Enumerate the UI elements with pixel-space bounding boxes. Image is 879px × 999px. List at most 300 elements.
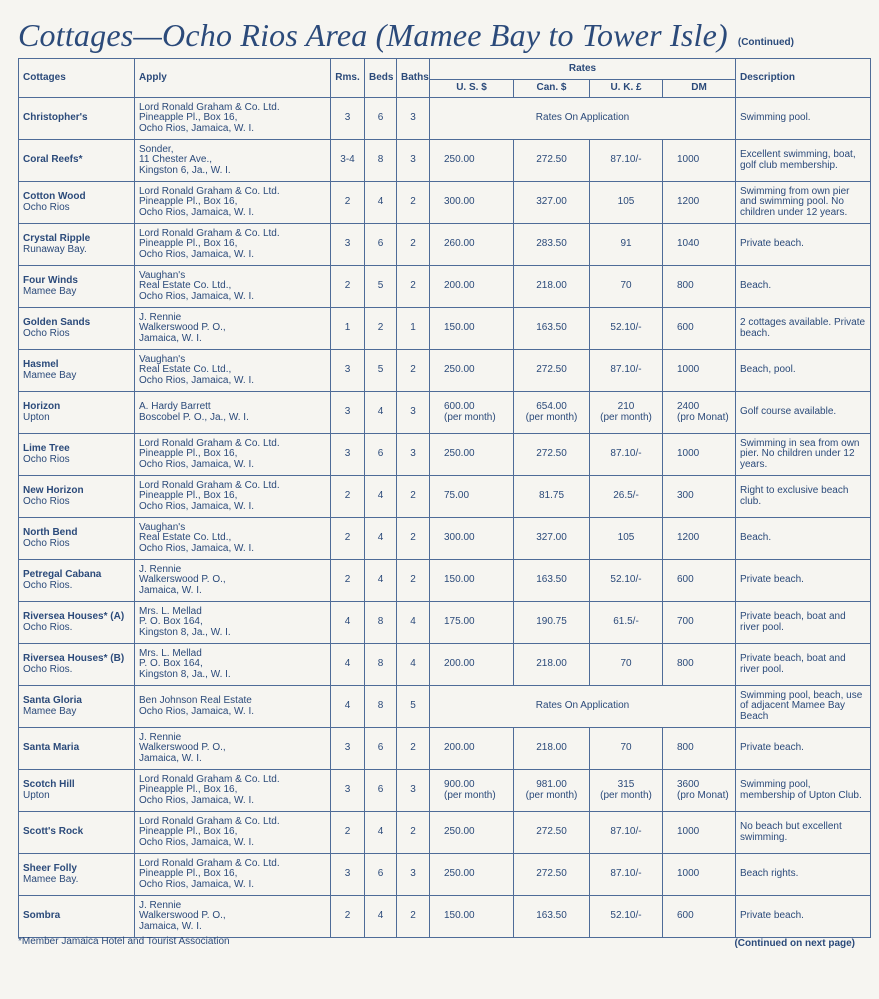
cottage-name: Coral Reefs*	[23, 154, 83, 166]
rate-dm-cell	[663, 770, 736, 812]
baths-cell: 5	[397, 686, 430, 728]
cottage-name: Scott's Rock	[23, 826, 84, 838]
cottage-name-cell	[19, 686, 135, 728]
description-cell: Beach rights.	[736, 854, 871, 896]
rate-dm: 600	[677, 322, 694, 334]
description-cell: Beach.	[736, 266, 871, 308]
rate-gbp-cell	[590, 392, 663, 434]
rate-gbp: 87.10/-	[610, 826, 642, 838]
apply-cell	[135, 602, 331, 644]
cottage-name-cell	[19, 812, 135, 854]
header-beds: Beds	[365, 59, 397, 98]
rate-gbp: 52.10/-	[610, 910, 642, 922]
rate-usd-cell	[430, 224, 514, 266]
header-cottages: Cottages	[19, 59, 135, 98]
cottage-location: Upton	[23, 789, 50, 801]
rate-usd: 300.00	[444, 532, 475, 544]
baths-cell: 3	[397, 434, 430, 476]
cottage-name: Sombra	[23, 910, 61, 922]
cottage-name: Riversea Houses* (A)	[23, 610, 125, 622]
beds-cell: 6	[365, 224, 397, 266]
rate-dm-cell	[663, 434, 736, 476]
rate-dm-cell	[663, 476, 736, 518]
rate-gbp: 70	[620, 658, 632, 670]
rate-dm: 1000	[677, 154, 700, 166]
rate-usd-cell	[430, 518, 514, 560]
rate-usd: 150.00	[444, 910, 475, 922]
rate-dm: 1200	[677, 196, 700, 208]
rate-cad-cell	[514, 728, 590, 770]
header-rms: Rms.	[331, 59, 365, 98]
page-title: Cottages—Ocho Rios Area (Mamee Bay to Tower Isle)	[18, 17, 728, 53]
rate-dm-cell	[663, 266, 736, 308]
rate-usd-period: (per month)	[444, 411, 496, 423]
rate-usd-cell	[430, 896, 514, 938]
apply-line: Lord Ronald Graham & Co. Ltd.	[139, 857, 280, 869]
header-usd: U. S. $	[430, 80, 514, 98]
apply-line: Pineapple Pl., Box 16,	[139, 490, 238, 502]
rooms-cell: 3	[331, 392, 365, 434]
rate-dm-cell	[663, 896, 736, 938]
baths-cell: 2	[397, 518, 430, 560]
rate-usd: 250.00	[444, 448, 475, 460]
rate-usd-cell	[430, 476, 514, 518]
rate-cad: 272.50	[536, 154, 567, 166]
cottage-name: North Bend	[23, 526, 78, 538]
rate-cad: 327.00	[536, 532, 567, 544]
rate-dm: 2400	[677, 400, 700, 412]
apply-line: J. Rennie	[139, 311, 182, 323]
apply-cell	[135, 896, 331, 938]
description-cell: 2 cottages available. Private beach.	[736, 308, 871, 350]
rate-usd: 600.00	[444, 400, 475, 412]
rate-gbp: 70	[620, 742, 632, 754]
header-rates: Rates	[430, 59, 736, 80]
rate-usd-cell	[430, 854, 514, 896]
continued-on-next-page: (Continued on next page)	[734, 938, 855, 949]
description-cell: Swimming from own pier and swimming pool. No children under 12 years.	[736, 182, 871, 224]
rate-cad: 327.00	[536, 196, 567, 208]
beds-cell: 8	[365, 644, 397, 686]
beds-cell: 6	[365, 98, 397, 140]
apply-line: Ocho Rios, Jamaica, W. I.	[139, 542, 255, 554]
rate-cad-cell	[514, 602, 590, 644]
rate-cad: 190.75	[536, 616, 567, 628]
description-cell: Private beach, boat and river pool.	[736, 644, 871, 686]
apply-cell	[135, 560, 331, 602]
baths-cell: 3	[397, 770, 430, 812]
baths-cell: 3	[397, 854, 430, 896]
apply-line: Walkerswood P. O.,	[139, 742, 226, 754]
rate-cad: 272.50	[536, 868, 567, 880]
table-row	[19, 476, 871, 518]
rate-cad-cell	[514, 266, 590, 308]
rooms-cell: 1	[331, 308, 365, 350]
apply-line: J. Rennie	[139, 899, 182, 911]
apply-line: Ocho Rios, Jamaica, W. I.	[139, 374, 255, 386]
table-row	[19, 644, 871, 686]
table-row	[19, 98, 871, 140]
rate-gbp: 315	[617, 778, 635, 790]
baths-cell: 2	[397, 896, 430, 938]
rate-cad: 81.75	[538, 490, 565, 502]
apply-cell	[135, 476, 331, 518]
apply-line: Lord Ronald Graham & Co. Ltd.	[139, 227, 280, 239]
rate-dm: 1000	[677, 826, 700, 838]
apply-line: Ocho Rios, Jamaica, W. I.	[139, 878, 255, 890]
table-row	[19, 308, 871, 350]
table-row	[19, 434, 871, 476]
rate-dm: 800	[677, 658, 694, 670]
rate-cad-cell	[514, 224, 590, 266]
apply-cell	[135, 518, 331, 560]
rate-cad-cell	[514, 854, 590, 896]
baths-cell: 3	[397, 98, 430, 140]
apply-line: J. Rennie	[139, 731, 182, 743]
rate-gbp-cell	[590, 896, 663, 938]
cottage-name: Crystal Ripple	[23, 232, 91, 244]
rate-dm-cell	[663, 728, 736, 770]
rate-gbp-cell	[590, 770, 663, 812]
beds-cell: 5	[365, 266, 397, 308]
apply-line: Jamaica, W. I.	[139, 584, 202, 596]
rate-cad-cell	[514, 812, 590, 854]
table-row	[19, 602, 871, 644]
rate-dm-cell	[663, 560, 736, 602]
cottage-location: Ocho Rios.	[23, 663, 73, 675]
rooms-cell: 4	[331, 686, 365, 728]
rooms-cell: 3	[331, 854, 365, 896]
baths-cell: 3	[397, 140, 430, 182]
rate-gbp: 105	[617, 196, 635, 208]
cottage-name: Petregal Cabana	[23, 568, 102, 580]
baths-cell: 2	[397, 224, 430, 266]
header-dm: DM	[663, 80, 736, 98]
beds-cell: 8	[365, 140, 397, 182]
description-cell: Excellent swimming, boat, golf club membership.	[736, 140, 871, 182]
rate-dm: 1000	[677, 868, 700, 880]
description-cell: Beach.	[736, 518, 871, 560]
rate-cad-cell	[514, 896, 590, 938]
rate-cad: 218.00	[536, 280, 567, 292]
rate-gbp-cell	[590, 434, 663, 476]
rate-dm: 800	[677, 280, 694, 292]
apply-line: Sonder,	[139, 143, 174, 155]
description-cell: Beach, pool.	[736, 350, 871, 392]
table-row	[19, 350, 871, 392]
rate-dm: 600	[677, 910, 694, 922]
rate-cad-cell	[514, 182, 590, 224]
rate-gbp: 87.10/-	[610, 364, 642, 376]
rate-dm-period: (pro Monat)	[677, 411, 729, 423]
rate-cad: 163.50	[536, 322, 567, 334]
cottage-name: Santa Maria	[23, 742, 80, 754]
apply-line: Pineapple Pl., Box 16,	[139, 868, 238, 880]
rooms-cell: 3	[331, 770, 365, 812]
cottage-location: Ocho Rios	[23, 453, 70, 465]
rooms-cell: 2	[331, 812, 365, 854]
rate-gbp-period: (per month)	[600, 411, 652, 423]
apply-line: Ocho Rios, Jamaica, W. I.	[139, 705, 255, 717]
rate-dm-cell	[663, 602, 736, 644]
header-apply: Apply	[135, 59, 331, 98]
rate-usd-cell	[430, 644, 514, 686]
description-cell: Private beach.	[736, 728, 871, 770]
rate-usd: 175.00	[444, 616, 475, 628]
rates-on-application: Rates On Application	[430, 686, 736, 728]
apply-line: Real Estate Co. Ltd.,	[139, 532, 232, 544]
beds-cell: 4	[365, 896, 397, 938]
rate-cad-cell	[514, 434, 590, 476]
rate-usd: 75.00	[444, 490, 470, 502]
cottage-name: Sheer Folly	[23, 862, 77, 874]
cottage-name: Scotch Hill	[23, 778, 75, 790]
cottage-name-cell	[19, 770, 135, 812]
rate-cad: 218.00	[536, 742, 567, 754]
apply-line: A. Hardy Barrett	[139, 400, 211, 412]
header-description: Description	[736, 59, 871, 98]
baths-cell: 4	[397, 644, 430, 686]
rate-usd: 250.00	[444, 868, 475, 880]
apply-line: 11 Chester Ave.,	[139, 154, 213, 166]
beds-cell: 4	[365, 476, 397, 518]
cottage-name-cell	[19, 518, 135, 560]
rate-dm-cell	[663, 308, 736, 350]
table-row	[19, 770, 871, 812]
description-cell: Swimming pool, membership of Upton Club.	[736, 770, 871, 812]
rate-gbp-cell	[590, 854, 663, 896]
beds-cell: 6	[365, 770, 397, 812]
rate-gbp-period: (per month)	[600, 789, 652, 801]
rooms-cell: 2	[331, 182, 365, 224]
rate-dm: 600	[677, 574, 694, 586]
cottage-location: Ocho Rios	[23, 495, 70, 507]
apply-line: Walkerswood P. O.,	[139, 322, 226, 334]
rate-gbp: 87.10/-	[610, 448, 642, 460]
rate-dm-cell	[663, 224, 736, 266]
rate-cad-cell	[514, 392, 590, 434]
cottage-name-cell	[19, 854, 135, 896]
baths-cell: 2	[397, 350, 430, 392]
apply-line: Mrs. L. Mellad	[139, 647, 202, 659]
apply-line: Ocho Rios, Jamaica, W. I.	[139, 206, 255, 218]
rate-cad-cell	[514, 140, 590, 182]
baths-cell: 2	[397, 728, 430, 770]
apply-line: Lord Ronald Graham & Co. Ltd.	[139, 185, 280, 197]
cottage-name: New Horizon	[23, 484, 84, 496]
baths-cell: 2	[397, 182, 430, 224]
table-row	[19, 140, 871, 182]
rate-gbp-cell	[590, 350, 663, 392]
cottage-location: Runaway Bay.	[23, 243, 87, 255]
rate-cad-cell	[514, 644, 590, 686]
cottage-name-cell	[19, 140, 135, 182]
description-cell: Private beach.	[736, 560, 871, 602]
description-cell: Golf course available.	[736, 392, 871, 434]
rate-dm-cell	[663, 644, 736, 686]
rooms-cell: 2	[331, 518, 365, 560]
rate-usd: 200.00	[444, 658, 475, 670]
cottage-name: Cotton Wood	[23, 190, 86, 202]
rate-cad: 283.50	[536, 238, 567, 250]
rate-cad: 981.00	[536, 778, 567, 790]
rooms-cell: 3	[331, 224, 365, 266]
rate-gbp-cell	[590, 224, 663, 266]
rooms-cell: 2	[331, 560, 365, 602]
rate-gbp: 210	[617, 400, 635, 412]
rate-cad-period: (per month)	[525, 411, 578, 423]
table-row	[19, 518, 871, 560]
rate-dm-cell	[663, 854, 736, 896]
page-header	[18, 8, 868, 54]
rate-usd: 260.00	[444, 238, 475, 250]
apply-cell	[135, 434, 331, 476]
apply-line: Ocho Rios, Jamaica, W. I.	[139, 248, 255, 260]
apply-line: Real Estate Co. Ltd.,	[139, 280, 232, 292]
rate-usd: 200.00	[444, 280, 475, 292]
apply-line: Real Estate Co. Ltd.,	[139, 364, 232, 376]
apply-line: Pineapple Pl., Box 16,	[139, 112, 238, 124]
rate-usd-period: (per month)	[444, 789, 496, 801]
baths-cell: 2	[397, 812, 430, 854]
rate-gbp: 105	[617, 532, 635, 544]
rate-usd-cell	[430, 770, 514, 812]
apply-line: Walkerswood P. O.,	[139, 574, 226, 586]
rate-gbp-cell	[590, 560, 663, 602]
apply-line: Pineapple Pl., Box 16,	[139, 196, 238, 208]
apply-cell	[135, 770, 331, 812]
rate-gbp-cell	[590, 308, 663, 350]
rate-cad-cell	[514, 308, 590, 350]
rooms-cell: 4	[331, 602, 365, 644]
apply-cell	[135, 686, 331, 728]
rate-usd: 250.00	[444, 826, 475, 838]
apply-line: Lord Ronald Graham & Co. Ltd.	[139, 815, 280, 827]
table-row	[19, 854, 871, 896]
rate-dm: 1000	[677, 448, 700, 460]
rate-usd-cell	[430, 602, 514, 644]
beds-cell: 4	[365, 392, 397, 434]
beds-cell: 4	[365, 812, 397, 854]
cottage-location: Ocho Rios.	[23, 621, 73, 633]
table-row	[19, 560, 871, 602]
rate-dm-cell	[663, 812, 736, 854]
apply-line: Ben Johnson Real Estate	[139, 694, 252, 706]
apply-line: Ocho Rios, Jamaica, W. I.	[139, 290, 255, 302]
apply-line: P. O. Box 164,	[139, 658, 203, 670]
header-baths: Baths	[397, 59, 430, 98]
rate-dm: 3600	[677, 778, 700, 790]
rate-gbp: 26.5/-	[613, 490, 639, 502]
apply-cell	[135, 140, 331, 182]
cottage-name: Riversea Houses* (B)	[23, 652, 125, 664]
header-cad: Can. $	[514, 80, 590, 98]
apply-line: Lord Ronald Graham & Co. Ltd.	[139, 773, 280, 785]
apply-cell	[135, 224, 331, 266]
description-cell: Swimming in sea from own pier. No children under 12 years.	[736, 434, 871, 476]
rate-usd: 150.00	[444, 322, 475, 334]
rate-gbp-cell	[590, 476, 663, 518]
beds-cell: 6	[365, 854, 397, 896]
baths-cell: 2	[397, 266, 430, 308]
rate-usd-cell	[430, 728, 514, 770]
apply-cell	[135, 308, 331, 350]
cottage-name-cell	[19, 392, 135, 434]
rate-cad: 163.50	[536, 574, 567, 586]
rate-cad-cell	[514, 770, 590, 812]
rooms-cell: 3-4	[331, 140, 365, 182]
rooms-cell: 3	[331, 350, 365, 392]
rooms-cell: 2	[331, 476, 365, 518]
rate-cad-cell	[514, 350, 590, 392]
continued-tag: (Continued)	[737, 37, 794, 48]
apply-line: Lord Ronald Graham & Co. Ltd.	[139, 479, 280, 491]
apply-line: Pineapple Pl., Box 16,	[139, 784, 238, 796]
rate-cad-cell	[514, 518, 590, 560]
description-cell: Swimming pool, beach, use of adjacent Mamee Bay Beach	[736, 686, 871, 728]
cottage-location: Ocho Rios	[23, 537, 70, 549]
rate-usd-cell	[430, 560, 514, 602]
apply-cell	[135, 98, 331, 140]
cottage-name-cell	[19, 602, 135, 644]
rate-dm-cell	[663, 392, 736, 434]
rate-gbp-cell	[590, 140, 663, 182]
cottage-name-cell	[19, 350, 135, 392]
rooms-cell: 2	[331, 266, 365, 308]
apply-cell	[135, 812, 331, 854]
rate-dm-cell	[663, 518, 736, 560]
apply-line: Ocho Rios, Jamaica, W. I.	[139, 500, 255, 512]
apply-line: Vaughan's	[139, 269, 186, 281]
baths-cell: 4	[397, 602, 430, 644]
rate-gbp-cell	[590, 182, 663, 224]
cottage-name: Four Winds	[23, 274, 78, 286]
rate-dm: 800	[677, 742, 694, 754]
apply-line: Pineapple Pl., Box 16,	[139, 448, 238, 460]
apply-line: Kingston 8, Ja., W. I.	[139, 626, 231, 638]
cottage-name-cell	[19, 896, 135, 938]
beds-cell: 4	[365, 182, 397, 224]
cottage-location: Upton	[23, 411, 50, 423]
cottage-name: Hasmel	[23, 358, 59, 370]
rate-cad: 163.50	[536, 910, 567, 922]
apply-line: Jamaica, W. I.	[139, 752, 202, 764]
apply-line: Jamaica, W. I.	[139, 332, 202, 344]
table-row	[19, 686, 871, 728]
apply-line: Kingston 6, Ja., W. I.	[139, 164, 231, 176]
table-body	[19, 98, 871, 938]
rate-gbp: 61.5/-	[613, 616, 639, 628]
apply-line: Ocho Rios, Jamaica, W. I.	[139, 122, 255, 134]
rate-usd: 150.00	[444, 574, 475, 586]
apply-line: Pineapple Pl., Box 16,	[139, 238, 238, 250]
apply-line: Pineapple Pl., Box 16,	[139, 826, 238, 838]
rate-gbp-cell	[590, 518, 663, 560]
rate-gbp: 52.10/-	[610, 322, 642, 334]
apply-line: Kingston 8, Ja., W. I.	[139, 668, 231, 680]
apply-line: Ocho Rios, Jamaica, W. I.	[139, 836, 255, 848]
rate-cad: 272.50	[536, 364, 567, 376]
cottage-name-cell	[19, 728, 135, 770]
rate-dm: 700	[677, 616, 694, 628]
rooms-cell: 2	[331, 896, 365, 938]
rate-usd-cell	[430, 266, 514, 308]
apply-line: Ocho Rios, Jamaica, W. I.	[139, 458, 255, 470]
cottage-location: Ocho Rios	[23, 201, 70, 213]
cottage-location: Ocho Rios	[23, 327, 70, 339]
table-row	[19, 266, 871, 308]
apply-line: Jamaica, W. I.	[139, 920, 202, 932]
